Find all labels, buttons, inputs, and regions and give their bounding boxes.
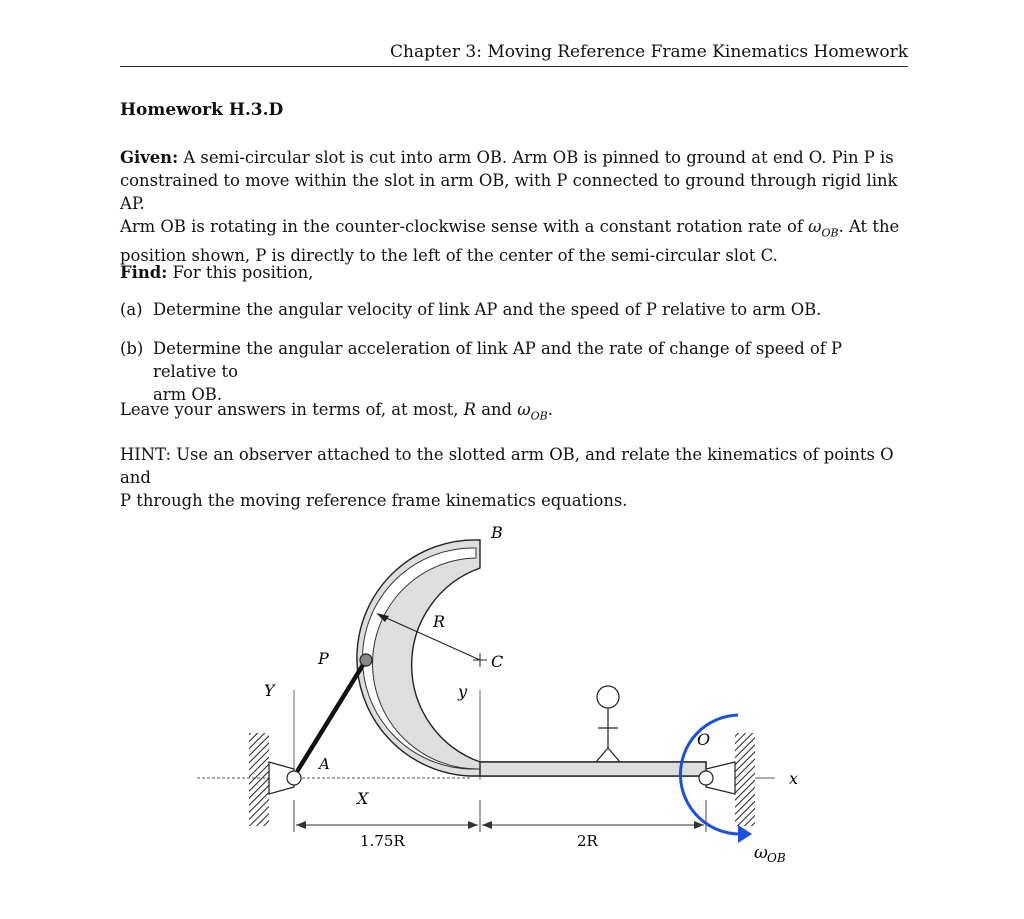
- arm-straight: [480, 762, 706, 776]
- stick-figure-leg-left: [596, 748, 608, 762]
- given-line-4: position shown, P is directly to the left of the center of the semi-circular slot C.: [120, 246, 778, 266]
- dimension-left-label: 1.75R: [360, 832, 405, 850]
- stick-figure-leg-right: [608, 748, 620, 762]
- dim-arrow-left-1: [296, 821, 306, 829]
- pin-O: [699, 771, 713, 785]
- chapter-title: Chapter 3: Moving Reference Frame Kinematics Homework: [389, 42, 908, 62]
- find-text: For this position,: [172, 263, 314, 282]
- label-omega: ω: [754, 843, 768, 863]
- given-text-3b: . At the: [838, 217, 900, 236]
- label-P: P: [318, 649, 329, 668]
- find-label: Find:: [120, 263, 168, 282]
- label-R: R: [433, 612, 446, 631]
- leave-R: R: [463, 400, 476, 419]
- leave-omega: ω: [517, 400, 531, 419]
- label-B: B: [491, 523, 503, 542]
- given-text-3a: Arm OB is rotating in the counter-clockwise sense with a constant rotation rate of: [120, 217, 809, 236]
- homework-title: Homework H.3.D: [120, 100, 284, 120]
- item-label-b: (b): [120, 339, 144, 358]
- label-A: A: [319, 755, 330, 773]
- label-X: X: [357, 789, 369, 808]
- dimension-right-label: 2R: [577, 832, 598, 850]
- omega-subscript: OB: [821, 226, 839, 240]
- label-omega-sub: OB: [767, 851, 786, 865]
- label-y: y: [458, 682, 468, 701]
- item-text-b-1: Determine the angular acceleration of link AP and the rate of change of speed of P relative to: [153, 339, 843, 381]
- omega-symbol: ω: [808, 217, 822, 236]
- stick-figure-head: [597, 686, 619, 708]
- pin-A: [287, 771, 301, 785]
- given-text-1: A semi-circular slot is cut into arm OB. Arm OB is pinned to ground at end O. Pin P is: [183, 148, 894, 167]
- given-line-2: constrained to move within the slot in arm OB, with P connected to ground through rigid link AP.: [120, 171, 898, 213]
- leave-text: Leave your answers in terms of, at most,: [120, 400, 464, 419]
- dim-arrow-right-1: [482, 821, 492, 829]
- leave-and: and: [476, 400, 518, 419]
- leave-end: .: [547, 400, 553, 419]
- label-Y: Y: [264, 681, 275, 700]
- given-label: Given:: [120, 148, 179, 167]
- item-label-a: (a): [120, 300, 143, 319]
- dim-arrow-left-2: [468, 821, 478, 829]
- label-C: C: [491, 652, 504, 671]
- item-text-a: Determine the angular velocity of link AP and the speed of P relative to arm OB.: [153, 300, 822, 319]
- label-O: O: [697, 730, 711, 749]
- hint-line-1: HINT: Use an observer attached to the slotted arm OB, and relate the kinematics of points O and: [120, 445, 894, 487]
- right-ground-hatch: [735, 733, 755, 826]
- hint-line-2: P through the moving reference frame kinematics equations.: [120, 491, 628, 510]
- rotation-arrowhead: [738, 825, 752, 843]
- item-text-b-2: arm OB.: [153, 385, 223, 404]
- label-x: x: [789, 769, 799, 788]
- left-ground-hatch: [249, 733, 269, 826]
- pin-P: [360, 654, 372, 666]
- leave-omega-sub: OB: [530, 409, 548, 423]
- link-AP: [298, 660, 366, 770]
